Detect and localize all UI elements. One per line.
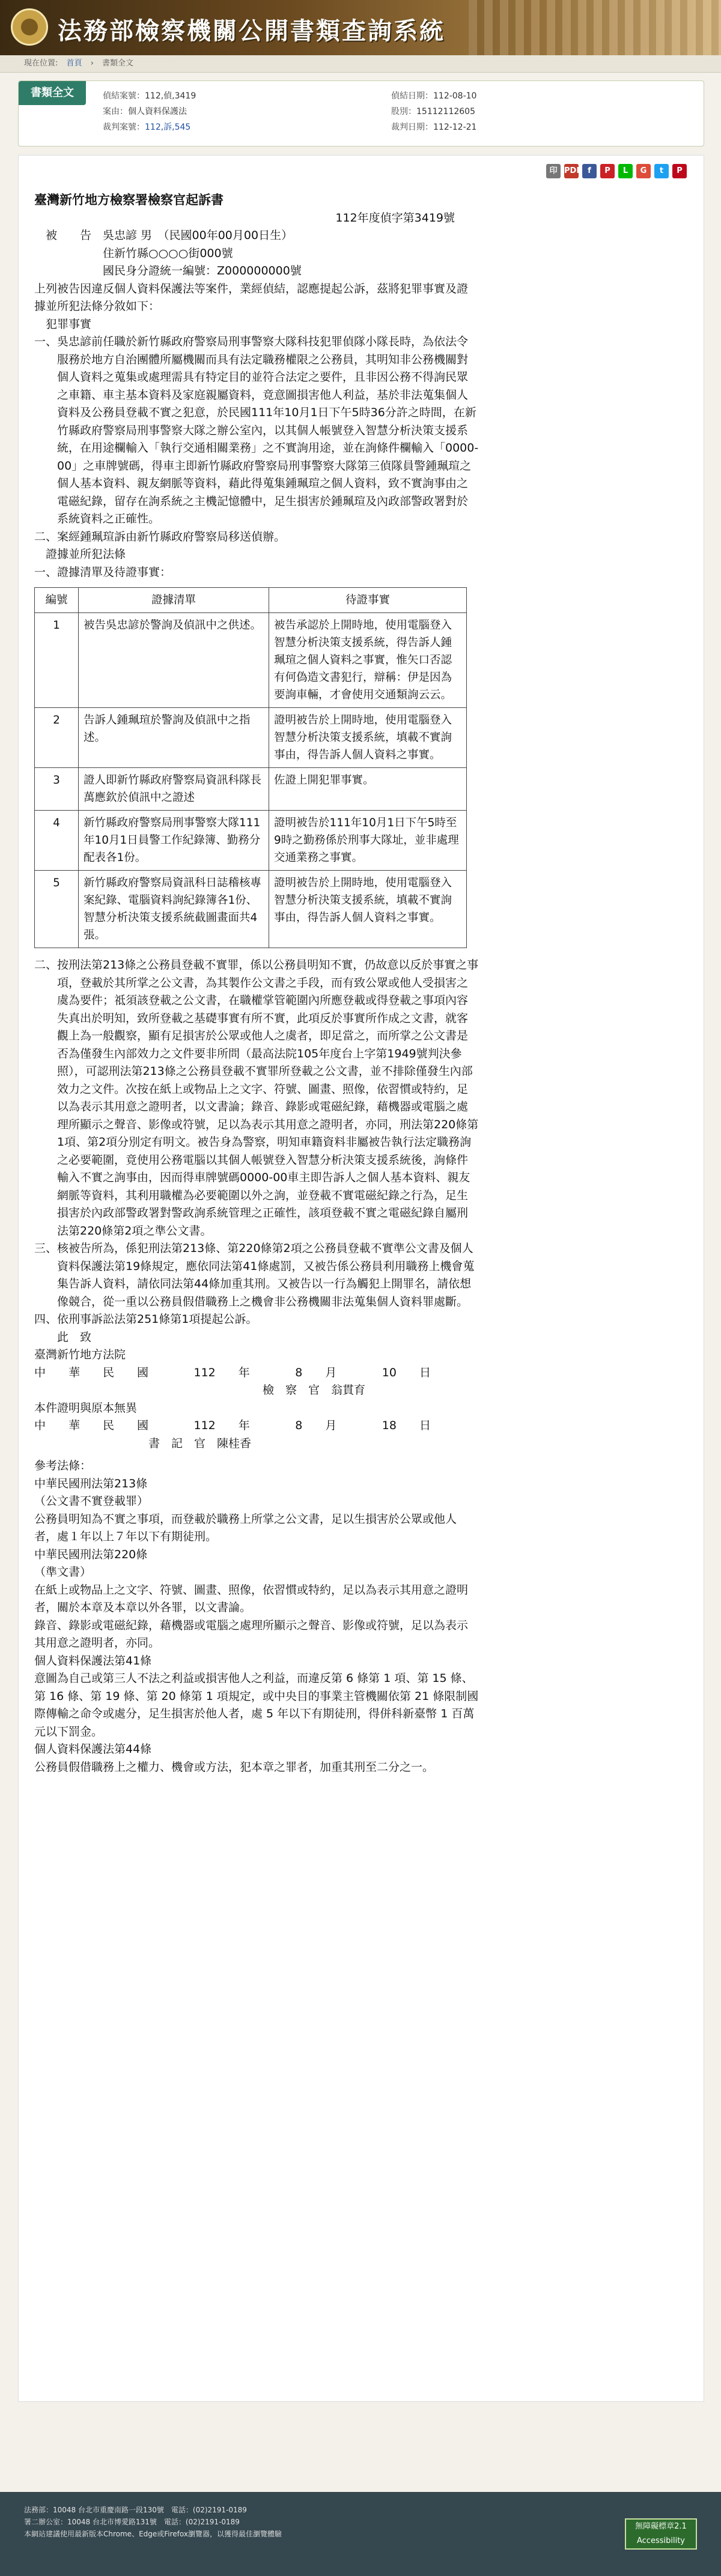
evidence-item: 告訴人鍾珮瑄於警詢及偵訊中之指述。: [79, 708, 269, 768]
full-text-tag: 書類全文: [19, 81, 86, 105]
certification-note: 本件證明與原本無異: [34, 1401, 138, 1415]
table-row: [35, 811, 467, 871]
table-row: [35, 613, 467, 708]
info-cell: [391, 88, 680, 104]
info-label: 案由：: [103, 107, 128, 116]
info-label: 偵結案號：: [103, 91, 145, 101]
info-value: 個人資料保護法: [128, 107, 187, 116]
law-section: [34, 957, 479, 1329]
date1-era: 中 華 民 國: [34, 1365, 149, 1379]
info-value[interactable]: 112,訴,545: [145, 122, 191, 132]
info-row: [103, 104, 692, 119]
fact-to-prove: 證明被告於上開時地，使用電腦登入智慧分析決策支援系統，填載不實詢事由，得告訴人個人資料之事實。: [269, 871, 467, 948]
info-value: 112-12-21: [433, 122, 477, 132]
law-paragraph: 四、依刑事訴訟法第251條第1項提起公訴。: [34, 1313, 258, 1326]
ministry-seal-icon: [11, 8, 48, 46]
reference-line: 中華民國刑法第220條: [34, 1547, 148, 1561]
info-label: 偵結日期：: [391, 91, 433, 101]
date2-month: 8 月: [295, 1419, 337, 1432]
plurk-icon[interactable]: P: [600, 164, 615, 178]
defendant-line: 國民身分證統一編號：Z000000000號: [34, 264, 302, 277]
case-number: 112年度偵字第3419號: [335, 211, 455, 225]
breadcrumb-home-link[interactable]: 首頁: [66, 59, 82, 68]
reference-line: 參考法條：: [34, 1459, 92, 1472]
evidence-item: 證人即新竹縣政府警察局資訊科隊長萬應欽於偵訊中之證述: [79, 768, 269, 811]
line-icon[interactable]: L: [618, 164, 633, 178]
evidence-number: 5: [35, 871, 79, 948]
breadcrumb-prefix: 現在位置:: [24, 59, 58, 68]
reference-line: 公務員明知為不實之事項，而登載於職務上所掌之公文書，足以生損害於公眾或他人者，處１年以上７年以下有期徒刑。: [34, 1512, 457, 1543]
evidence-item: 新竹縣政府警察局資訊科日誌稽核專案紀錄、電腦資料詢紀錄簿各1份、智慧分析決策支援系統截圖畫面共4張。: [79, 871, 269, 948]
date1-day: 10 日: [382, 1365, 431, 1379]
reference-line: 在紙上或物品上之文字、符號、圖畫、照像，依習慣或特約，足以為表示其用意之證明者，關於本章及本章以外各罪，以文書論。: [34, 1583, 469, 1614]
evidence-table-header: [35, 588, 467, 613]
reference-line: 意圖為自己或第三人不法之利益或損害他人之利益，而違反第 6 條第 1 項、第 15 條、第 16 條、第 19 條、第 20 條第 1 項規定，或中央目的事業主管機關依第 21 條限制國際傳輸之命令或處分，足生損害於他人者，處 5 年以下有期徒刑，得併科新臺幣 1 百萬元以下罰金。: [34, 1672, 479, 1738]
reference-line: （公文書不實登載罪）: [34, 1495, 149, 1508]
info-row: [103, 119, 692, 135]
defendant-line: 住新竹縣○○○○街000號: [34, 246, 233, 260]
table-row: [35, 871, 467, 948]
law-paragraph: 二、按刑法第213條之公務員登載不實罪，係以公務員明知不實，仍故意以反於事實之事項，登載於其所掌之公文書，為其製作公文書之手段，而有致公眾或他人受損害之虞為要件；祗須該登載之公文書，在職權掌管範圍內所應登載或得登載之事項內容失真出於明知，致所登載之基礎事實有所不實，此項反於事實所作成之文書，就客觀上為一般觀察，顯有足損害於公眾或他人之虞者，即足當之，而所掌之公文書是否為僅發生內部效力之文件要非所問（最高法院105年度台上字第1949號判決參照），可認刑法第213條之公務員登載不實罪所登載之公文書，並不排除僅發生內部效力之文件。次按在紙上或物品上之文字、符號、圖畫、照像，依習慣或特約，足以為表示其用意之證明者，以文書論；錄音、錄影或電磁紀錄，藉機器或電腦之處理所顯示之聲音、影像或符號，足以為表示其用意之證明者，亦同，刑法第220條第1項、第2項分別定有明文。被告身為警察，明知車籍資料非屬被告執行法定職務詢之必要範圍，竟使用公務電腦以其個人帳號登入智慧分析決策支援系統後，詢條件輸入不實之詢事由，因而得車牌號碼0000-00車主即告訴人之個人基本資料、親友網脈等資料，其利用職權為必要範圍以外之詢，並登載不實電磁紀錄之行為，足生損害於內政部警政署對警政詢系統管理之正確性，該項登載不實之電磁紀錄自屬刑法第220條第2項之準公文書。: [34, 958, 479, 1238]
document-title: 臺灣新竹地方檢察署檢察官起訴書: [34, 193, 224, 207]
facts-heading: 犯罪事實: [34, 317, 92, 331]
accessibility-badge[interactable]: 無障礙標章2.1 Accessibility: [625, 2518, 697, 2550]
info-cell: [391, 119, 680, 135]
closing-line: 臺灣新竹地方法院: [34, 1348, 126, 1361]
info-cell: [103, 104, 391, 119]
info-row: [103, 88, 692, 104]
site-footer: [0, 2492, 721, 2576]
evidence-item: 被告吳忠諺於警詢及偵訊中之供述。: [79, 613, 269, 708]
table-row: [35, 708, 467, 768]
intro-paragraph: 上列被告因違反個人資料保護法等案件，業經偵結，認應提起公訴，茲將犯罪事實及證據並所犯法條分敘如下：: [34, 282, 469, 313]
document-panel: [18, 155, 704, 2402]
column-header-fact: 待證事實: [269, 588, 467, 613]
fact-paragraph: 一、吳忠諺前任職於新竹縣政府警察局刑事警察大隊科技犯罪偵隊小隊長時，為依法令服務於地方自治團體所屬機關而具有法定職務權限之公務員，其明知非公務機關對個人資料之蒐集或處理需具有特定目的並符合法定之要件，且非因公務不得詢民眾之車籍、車主基本資料及家庭親屬資料，竟意圖損害他人利益，基於非法蒐集個人資料及公務員登載不實之犯意，於民國111年10月1日下午5時36分許之時間，在新竹縣政府警察局刑事警察大隊之辦公室內，以其個人帳號登入智慧分析決策支援系統，在用途欄輸入「執行交通相關業務」之不實詢用途，並在詢條件欄輸入「0000-00」之車牌號碼，得車主即新竹縣政府警察局刑事警察大隊第三偵隊員警鍾珮瑄之個人基本資料、親友網脈等資料，藉此得蒐集鍾珮瑄之個人資料，致不實詢事由之電磁紀錄，留存在詢系統之主機記憶體中，足生損害於鍾珮瑄及內政部警政署對於系統資料之正確性。: [34, 335, 479, 525]
reference-line: （準文書）: [34, 1565, 92, 1579]
header-banner-image: [469, 0, 721, 55]
print-icon[interactable]: 印: [546, 164, 561, 178]
date2-era: 中 華 民 國: [34, 1419, 149, 1432]
evidence-heading: 證據並所犯法條: [34, 548, 126, 561]
breadcrumb-separator: ›: [90, 59, 94, 68]
column-header-number: 編號: [35, 588, 79, 613]
info-cell: [103, 119, 391, 135]
footer-line: 本網站建議使用最新版本Chrome、Edge或Firefox瀏覽器，以獲得最佳瀏覽體驗: [24, 2530, 282, 2538]
footer-line: 署二辦公室：10048 台北市博愛路131號 電話：(02)2191-0189: [24, 2518, 240, 2526]
evidence-number: 2: [35, 708, 79, 768]
reference-line: 公務員假借職務上之權力、機會或方法，犯本章之罪者，加重其刑至二分之一。: [34, 1760, 434, 1774]
share-toolbar: [546, 164, 687, 178]
info-value: 15112112605: [416, 107, 475, 116]
twitter-icon[interactable]: t: [654, 164, 669, 178]
info-label: 裁判日期：: [391, 122, 433, 132]
case-info-grid: [103, 88, 692, 135]
defendant-block: [34, 227, 479, 280]
evidence-number: 4: [35, 811, 79, 871]
reference-line: 錄音、錄影或電磁紀錄，藉機器或電腦之處理所顯示之聲音、影像或符號，足以為表示其用意之證明者，亦同。: [34, 1618, 469, 1649]
site-header: [0, 0, 721, 55]
info-cell: [391, 104, 680, 119]
fact-to-prove: 佐證上開犯罪事實。: [269, 768, 467, 811]
evidence-intro: 一、證據清單及待證事實：: [34, 565, 172, 579]
fact-to-prove: 證明被告於上開時地，使用電腦登入智慧分析決策支援系統，填載不實詢事由，得告訴人個人資料之事實。: [269, 708, 467, 768]
footer-text: [24, 2504, 282, 2540]
info-value: 112,偵,3419: [145, 91, 196, 101]
pdf-icon[interactable]: PDF: [564, 164, 579, 178]
defendant-line: 被 告 吳忠諺 男 （民國00年00月00日生）: [34, 229, 293, 242]
breadcrumb-current: 書類全文: [102, 59, 134, 68]
prosecutor-signature: 檢 察 官 翁貫育: [263, 1383, 366, 1397]
info-value: 112-08-10: [433, 91, 477, 101]
reference-line: 個人資料保護法第44條: [34, 1743, 152, 1756]
case-info-box: [18, 80, 704, 147]
date-line-2: [34, 1417, 431, 1435]
date1-year: 112 年: [193, 1365, 250, 1379]
closing-block: [34, 1329, 479, 1364]
evidence-number: 3: [35, 768, 79, 811]
evidence-table: [34, 587, 467, 948]
info-label: 股別：: [391, 107, 416, 116]
reference-line: 個人資料保護法第41條: [34, 1654, 152, 1667]
date2-year: 112 年: [193, 1419, 250, 1432]
reference-laws: [34, 1457, 479, 1776]
site-title[interactable]: 法務部檢察機關公開書類查詢系統: [58, 17, 445, 45]
reference-line: 中華民國刑法第213條: [34, 1477, 148, 1490]
fact-to-prove: 證明被告於111年10月1日下午5時至9時之勤務係於刑事大隊址，並非處理交通業務之事實。: [269, 811, 467, 871]
law-paragraph: 三、核被告所為，係犯刑法第213條、第220條第2項之公務員登載不實準公文書及個人資料保護法第19條規定，應依同法第41條處罰，又被告係公務員利用職務上機會蒐集告訴人資料，請依同法第44條加重其刑。又被告以一行為觸犯上開罪名，請依想像競合，從一重以公務員假借職務上之機會非公務機關非法蒐集個人資料罪處斷。: [34, 1242, 475, 1308]
date1-month: 8 月: [295, 1365, 337, 1379]
footer-line: 法務部：10048 台北市重慶南路一段130號 電話：(02)2191-0189: [24, 2506, 247, 2514]
pinterest-icon[interactable]: P: [672, 164, 687, 178]
table-row: [35, 768, 467, 811]
fact-paragraph: 二、案經鍾珮瑄訴由新竹縣政府警察局移送偵辦。: [34, 530, 286, 543]
date-line-1: [34, 1364, 431, 1382]
breadcrumb: [0, 55, 721, 73]
evidence-item: 新竹縣政府警察局刑事警察大隊111年10月1日員警工作紀錄簿、勤務分配表各1份。: [79, 811, 269, 871]
clerk-signature: 書 記 官 陳桂香: [148, 1436, 252, 1450]
date2-day: 18 日: [382, 1419, 431, 1432]
column-header-evidence: 證據清單: [79, 588, 269, 613]
info-cell: [103, 88, 391, 104]
indictment-document: [34, 192, 479, 1776]
closing-line: 此 致: [34, 1330, 92, 1344]
facebook-icon[interactable]: f: [582, 164, 597, 178]
facts-section: [34, 333, 479, 546]
info-label: 裁判案號：: [103, 122, 145, 132]
fact-to-prove: 被告承認於上開時地，使用電腦登入智慧分析決策支援系統，得告訴人鍾珮瑄之個人資料之事實，惟矢口否認有何偽造文書犯行，辯稱：伊是因為要詢車輛，才會使用交通類詢云云。: [269, 613, 467, 708]
google-icon[interactable]: G: [636, 164, 651, 178]
evidence-number: 1: [35, 613, 79, 708]
